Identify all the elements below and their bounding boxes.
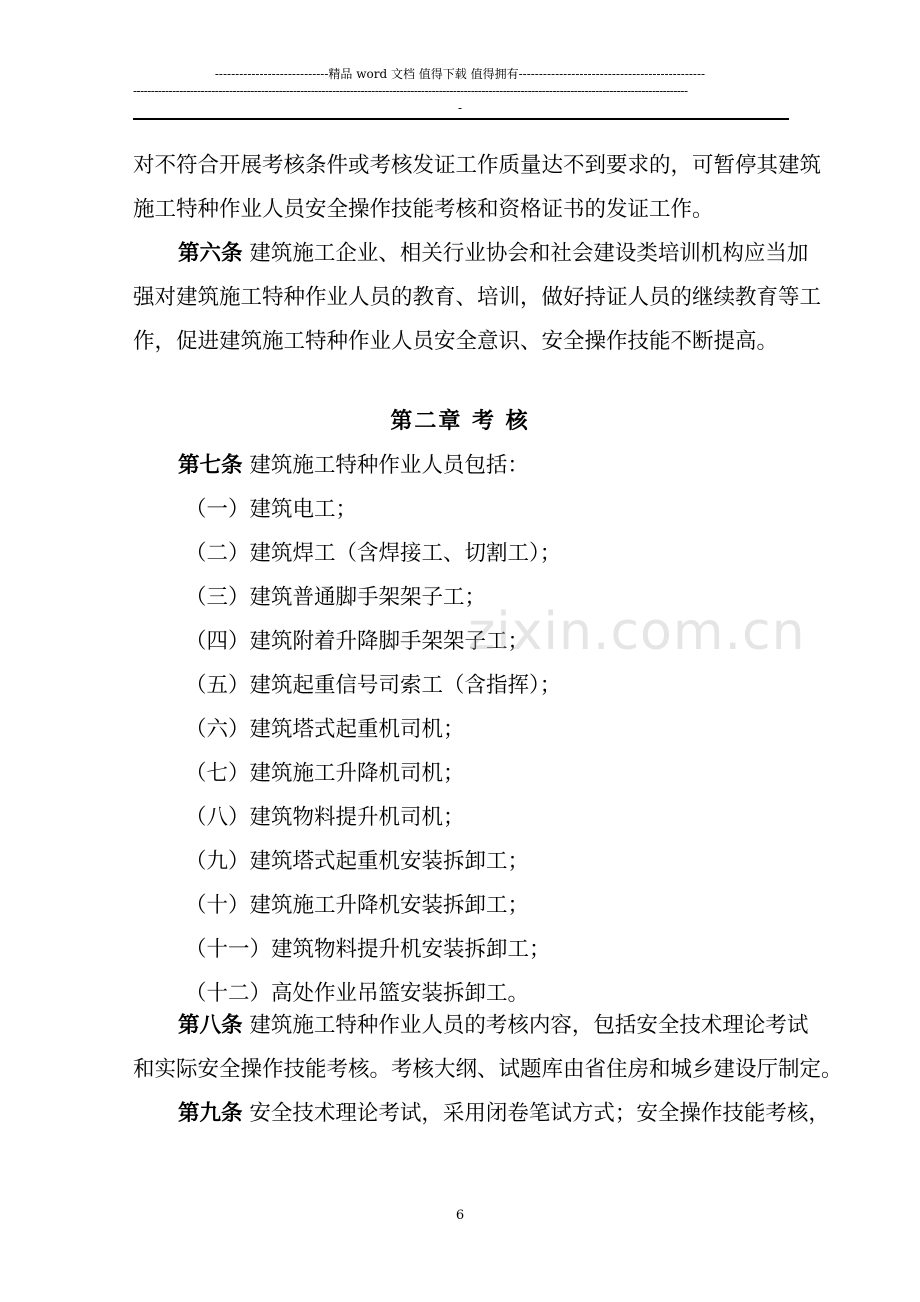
paragraph-line: 强对建筑施工特种作业人员的教育、培训，做好持证人员的继续教育等工 [133, 285, 822, 310]
article-8 [133, 1004, 843, 1092]
header-rule [133, 118, 789, 120]
article-8-first-line [133, 1004, 809, 1048]
article-label: 第七条 [178, 453, 243, 478]
page-header-text: ----------------------------精品 word 文档 值得下载 值得拥有---------------------------------------------- [214, 67, 706, 81]
list-item: （七）建筑施工升降机司机； [185, 761, 465, 786]
list-item: （三）建筑普通脚手架架子工； [185, 585, 487, 610]
article-text: 建筑施工特种作业人员的考核内容，包括安全技术理论考试 [242, 1013, 809, 1038]
list-item: （五）建筑起重信号司索工（含指挥）； [185, 673, 562, 698]
paragraph-line: 对不符合开展考核条件或考核发证工作质量达不到要求的，可暂停其建筑 [133, 153, 822, 178]
paragraph-continuation [133, 144, 822, 232]
paragraph-line: 作，促进建筑施工特种作业人员安全意识、安全操作技能不断提高。 [133, 329, 779, 354]
chapter-title: 第二章 考 核 [390, 408, 530, 434]
list-item: （十一）建筑物料提升机安装拆卸工； [185, 937, 551, 962]
watermark: zixin.com.cn [468, 602, 806, 662]
article-6-first-line [133, 232, 809, 276]
list-item: （八）建筑物料提升机司机； [185, 805, 465, 830]
article-9 [133, 1092, 830, 1136]
list-item: （九）建筑塔式起重机安装拆卸工； [185, 849, 530, 874]
paragraph-line: 和实际安全操作技能考核。考核大纲、试题库由省住房和城乡建设厅制定。 [133, 1057, 843, 1082]
article-6 [133, 232, 822, 364]
article-7-first-line [133, 444, 793, 488]
list-item: （六）建筑塔式起重机司机； [185, 717, 465, 742]
paragraph-line: 施工特种作业人员安全操作技能考核和资格证书的发证工作。 [133, 197, 714, 222]
list-item: （四）建筑附着升降脚手架架子工； [185, 629, 530, 654]
article-text: 建筑施工企业、相关行业协会和社会建设类培训机构应当加 [242, 241, 809, 266]
article-7 [133, 444, 793, 1016]
article-label: 第八条 [178, 1013, 243, 1038]
list-item: （十）建筑施工升降机安装拆卸工； [185, 893, 530, 918]
list-item: （二）建筑焊工（含焊接工、切割工）； [185, 541, 562, 566]
article-label: 第九条 [178, 1101, 243, 1126]
article-text: 安全技术理论考试，采用闭卷笔试方式；安全操作技能考核， [242, 1101, 830, 1126]
page-number: 6 [455, 1208, 465, 1223]
page-header-dashes: ------------------------------------------------------------------------------------------------------------------------------------------------------------ [133, 84, 688, 98]
list-item: （十二）高处作业吊篮安装拆卸工。 [185, 981, 530, 1006]
list-item: （一）建筑电工； [185, 497, 358, 522]
article-text: 建筑施工特种作业人员包括： [242, 453, 529, 478]
article-9-first-line [133, 1092, 830, 1136]
article-label: 第六条 [178, 241, 243, 266]
page-header-dash-end: - [457, 101, 463, 115]
